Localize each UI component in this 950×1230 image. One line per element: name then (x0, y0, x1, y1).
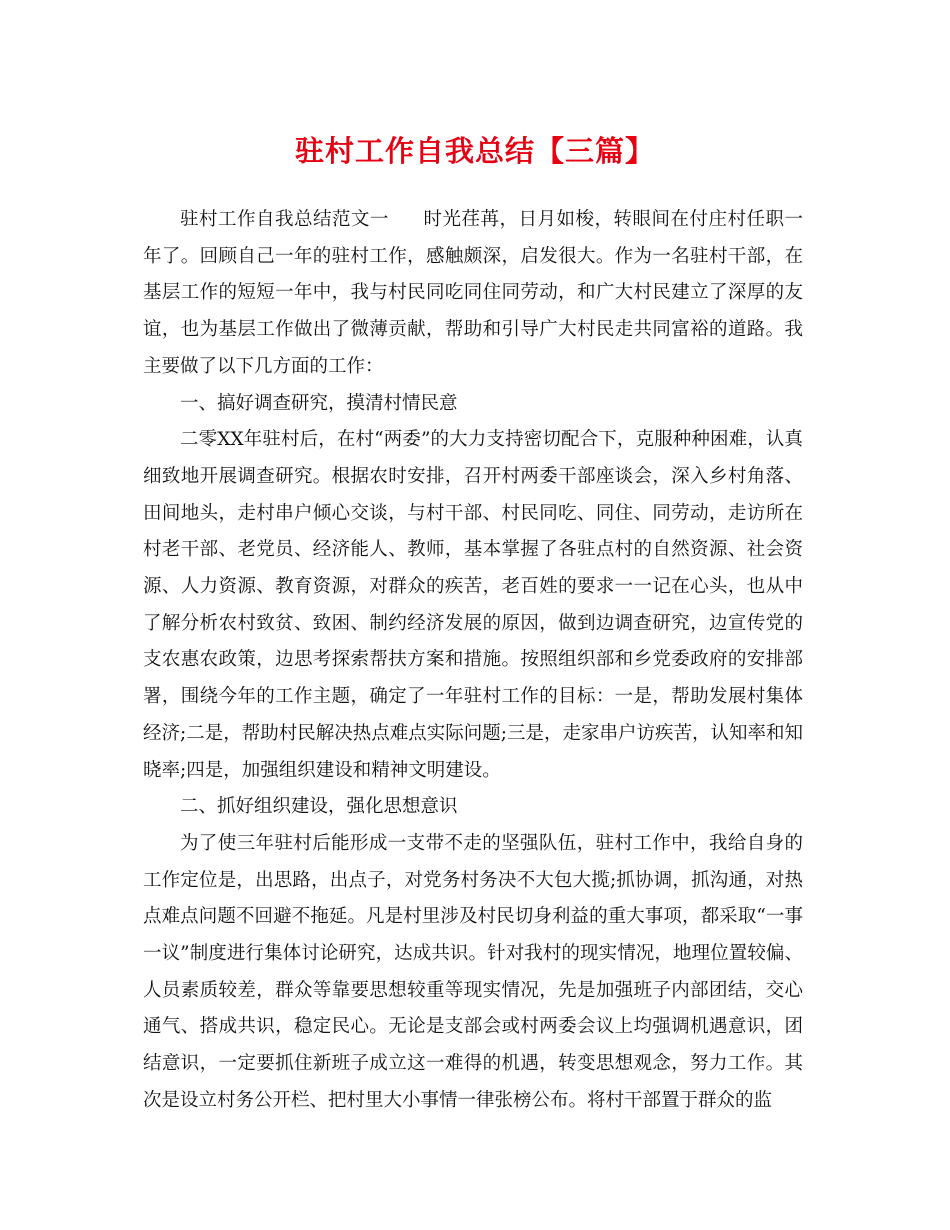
document-body (143, 202, 803, 1120)
intro-label: 驻村工作自我总结范文一 (180, 209, 389, 230)
section-heading-1: 一、搞好调查研究，摸清村情民意 (180, 392, 458, 414)
paragraph-section-2: 为了使三年驻村后能形成一支带不走的坚强队伍，驻村工作中，我给自身的工作定位是，出思路，出点子，对党务村务决不大包大揽;抓协调，抓沟通，对热点难点问题不回避不拖延。凡是村里涉及村民切身利益的重大事项，都采取“一事一议”制度进行集体讨论研究，达成共识。针对我村的现实情况，地理位置较偏、人员素质较差，群众等靠要思想较重等现实情况，先是加强班子内部团结，交心通气、搭成共识，稳定民心。无论是支部会或村两委会议上均强调机遇意识，团结意识，一定要抓住新班子成立这一难得的机遇，转变思想观念，努力工作。其次是设立村务公开栏、把村里大小事情一律张榜公布。将村干部置于群众的监 (143, 832, 803, 1111)
section-heading-2: 二、抓好组织建设，强化思想意识 (180, 796, 458, 818)
intro-text: 时光荏苒，日月如梭，转眼间在付庄村任职一年了。回顾自己一年的驻村工作，感触颇深，启发很大。作为一名驻村干部，在基层工作的短短一年中，我与村民同吃同住同劳动，和广大村民建立了深厚的友谊，也为基层工作做出了微薄贡献，帮助和引导广大村民走共同富裕的道路。我主要做了以下几方面的工作： (143, 209, 803, 377)
document-title: 驻村工作自我总结【三篇】 (294, 134, 655, 168)
paragraph-intro (143, 202, 803, 386)
paragraph-section-1: 二零XX年驻村后，在村“两委”的大力支持密切配合下，克服种种困难，认真细致地开展调查研究。根据农时安排，召开村两委干部座谈会，深入乡村角落、田间地头，走村串户倾心交谈，与村干部、村民同吃、同住、同劳动，走访所在村老干部、老党员、经济能人、教师，基本掌握了各驻点村的自然资源、社会资源、人力资源、教育资源，对群众的疾苦，老百姓的要求一一记在心头，也从中了解分析农村致贫、致困、制约经济发展的原因，做到边调查研究，边宣传党的支农惠农政策，边思考探索帮扶方案和措施。按照组织部和乡党委政府的安排部署，围绕今年的工作主题，确定了一年驻村工作的目标：一是，帮助发展村集体经济;二是，帮助村民解决热点难点实际问题;三是，走家串户访疾苦，认知率和知晓率;四是，加强组织建设和精神文明建设。 (143, 429, 803, 781)
